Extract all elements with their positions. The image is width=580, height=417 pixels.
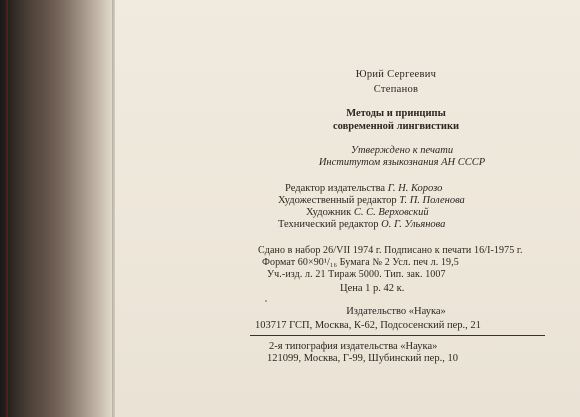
credit-artist-name: С. С. Верховский <box>353 207 429 218</box>
credit-art-editor <box>278 195 465 207</box>
divider-rule <box>250 335 545 336</box>
publisher-address: 103717 ГСП, Москва, К-62, Подсосенский пер., 21 <box>255 320 481 331</box>
approval-line-1: Утверждено к печати <box>350 145 454 156</box>
credit-editor <box>285 183 442 195</box>
print-speck <box>265 300 267 302</box>
printer-name: 2-я типография издательства «Наука» <box>269 341 438 352</box>
credit-artist <box>306 207 429 219</box>
credit-editor-name: Г. Н. Корозо <box>387 183 443 194</box>
credit-tech-editor-name: О. Г. Ульянова <box>381 219 446 230</box>
printer-address: 121099, Москва, Г-99, Шубинский пер., 10 <box>267 353 458 364</box>
credit-art-editor-name: Т. П. Поленова <box>399 195 465 206</box>
credit-tech-editor-role: Технический редактор <box>278 219 379 230</box>
credit-art-editor-role: Художественный редактор <box>278 195 397 206</box>
imprint-page <box>115 0 580 417</box>
print-details-line-1: Сдано в набор 26/VII 1974 г. Подписано к печати 16/I-1975 г. <box>258 245 523 256</box>
print-details-line-2: Формат 60×90¹/₁₆ Бумага № 2 Усл. печ л. 19,5 <box>262 257 459 268</box>
book-title-line-1: Методы и принципы <box>346 108 446 119</box>
approval-line-2: Институтом языкознания АН СССР <box>318 157 486 168</box>
publisher-name: Издательство «Наука» <box>346 306 446 317</box>
spine-fold-edge <box>6 0 8 417</box>
credit-artist-role: Художник <box>306 207 352 218</box>
author-surname: Степанов <box>373 84 419 95</box>
book-title-line-2: современной лингвистики <box>332 121 460 132</box>
author-first-names: Юрий Сергеевич <box>355 69 437 80</box>
credit-tech-editor <box>278 219 445 231</box>
print-details-line-3: Уч.-изд. л. 21 Тираж 5000. Тип. зак. 1007 <box>267 269 446 280</box>
price: Цена 1 р. 42 к. <box>340 283 405 294</box>
credit-editor-role: Редактор издательства <box>285 183 386 194</box>
book-spine-shadow <box>0 0 115 417</box>
